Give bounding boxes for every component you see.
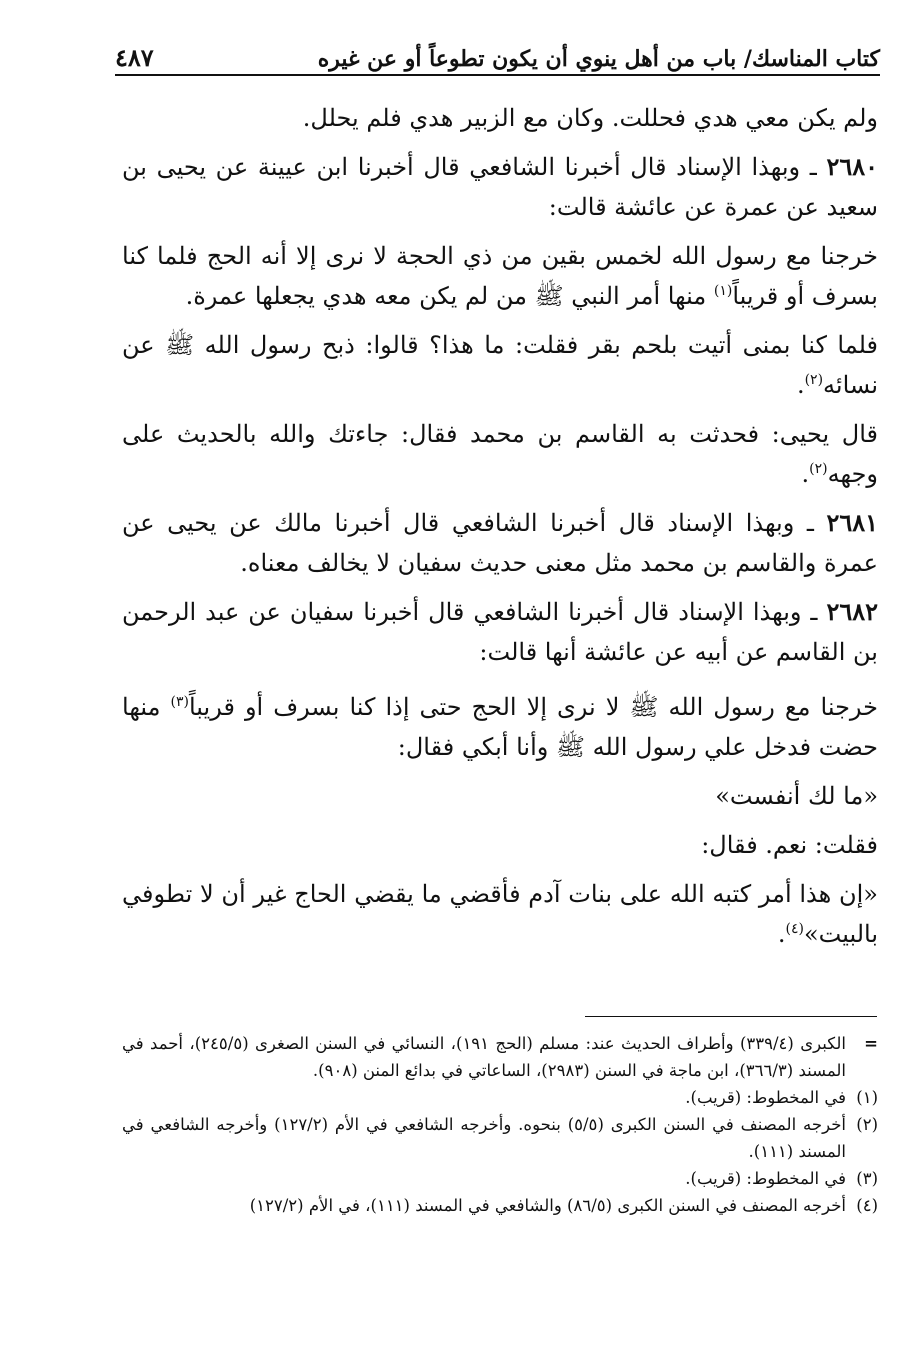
hadith-2682-isnad: ٢٦٨٢ ـ وبهذا الإسناد قال أخبرنا الشافعي قال أخبرنا سفيان عن عبد الرحمن بن القاسم عن أبيه عن عائشة أنها قالت: <box>122 597 878 666</box>
footnote-4: (٤) أخرجه المصنف في السنن الكبرى (٨٦/٥) والشافعي في المسند (١١١)، في الأم (١٢٧/٢) <box>122 1192 878 1219</box>
footnote-ref[interactable]: (٢) <box>804 372 824 388</box>
footnote-1: (١) في المخطوط: (قريب). <box>122 1084 878 1111</box>
hadith-2680-matn: خرجنا مع رسول الله لخمس بقين من ذي الحجة لا نرى إلا أنه الحج فلما كنا بسرف أو قريباً$^{(١)}$ منها أمر النبي ﷺ من لم يكن معه هدي يجعلها عمرة. <box>122 242 878 310</box>
footnote-ref[interactable]: (٣) <box>170 694 189 710</box>
footnote-rule <box>585 1016 877 1017</box>
hadith-number: ٢٦٨٠ <box>826 152 878 181</box>
hadith-2681: ٢٦٨١ ـ وبهذا الإسناد قال أخبرنا الشافعي قال أخبرنا مالك عن يحيى عن عمرة والقاسم بن محمد مثل معنى حديث سفيان لا يخالف معناه. <box>122 508 878 577</box>
footnote-marker: (١) <box>856 1088 878 1107</box>
footnote-continuation: = الكبرى (٣٣٩/٤) وأطراف الحديث عند: مسلم (الحج ١٩١)، النسائي في السنن الصغرى (٢٤٥/٥)، أحمد في المسند (٣٦٦/٣)، ابن ماجة في السنن (٢٩٨٣)، الساعاتي في بدائع المنن (٩٠٨). <box>122 1030 878 1084</box>
footnote-marker: (٤) <box>856 1196 878 1215</box>
page-number: ٤٨٧ <box>115 43 154 72</box>
quote-line-3: «إن هذا أمر كتبه الله على بنات آدم فأقضي ما يقضي الحاج غير أن لا تطوفي بالبيت»$^{(٤)}$. <box>122 880 878 948</box>
footnote-ref[interactable]: (٢) <box>809 461 828 477</box>
footnotes <box>122 1030 878 1219</box>
hadith-2682-matn: خرجنا مع رسول الله ﷺ لا نرى إلا الحج حتى إذا كنا بسرف أو قريباً$^{(٣)}$ منها حضت فدخل علي رسول الله ﷺ وأنا أبكي فقال: <box>122 693 878 761</box>
quote-line-1: «ما لك أنفست» <box>715 782 878 810</box>
footnote-ref[interactable]: (١) <box>713 283 733 299</box>
footnote-marker: (٣) <box>856 1169 878 1188</box>
footnote-ref[interactable]: (٤) <box>785 921 804 937</box>
hadith-number: ٢٦٨٢ <box>826 597 878 626</box>
running-header <box>115 28 880 72</box>
main-text <box>122 98 878 963</box>
hadith-2680-isnad: ٢٦٨٠ ـ وبهذا الإسناد قال أخبرنا الشافعي قال أخبرنا ابن عيينة عن يحيى بن سعيد عن عمرة عن عائشة قالت: <box>122 152 878 221</box>
footnote-3: (٣) في المخطوط: (قريب). <box>122 1165 878 1192</box>
hadith-2680-paragraph-3: قال يحيى: فحدثت به القاسم بن محمد فقال: جاءتك والله بالحديث على وجهه$^{(٢)}$. <box>122 420 878 488</box>
footnote-2: (٢) أخرجه المصنف في السنن الكبرى (٥/٥) بنحوه. وأخرجه الشافعي في الأم (١٢٧/٢) وأخرجه الشافعي في المسند (١١١). <box>122 1111 878 1165</box>
header-rule <box>115 74 880 76</box>
hadith-2680-paragraph-2: فلما كنا بمنى أتيت بلحم بقر فقلت: ما هذا؟ قالوا: ذبح رسول الله ﷺ عن نسائه$^{(٢)}$. <box>122 331 878 399</box>
continuation-marker: = <box>864 1034 878 1053</box>
paragraph-continuation: ولم يكن معي هدي فحللت. وكان مع الزبير هدي فلم يحلل. <box>302 104 878 132</box>
quote-line-2: فقلت: نعم. فقال: <box>701 831 878 859</box>
chapter-title: كتاب المناسك/ باب من أهل ينوي أن يكون تطوعاً أو عن غيره <box>317 46 880 72</box>
hadith-number: ٢٦٨١ <box>826 508 878 537</box>
footnote-marker: (٢) <box>856 1115 878 1134</box>
